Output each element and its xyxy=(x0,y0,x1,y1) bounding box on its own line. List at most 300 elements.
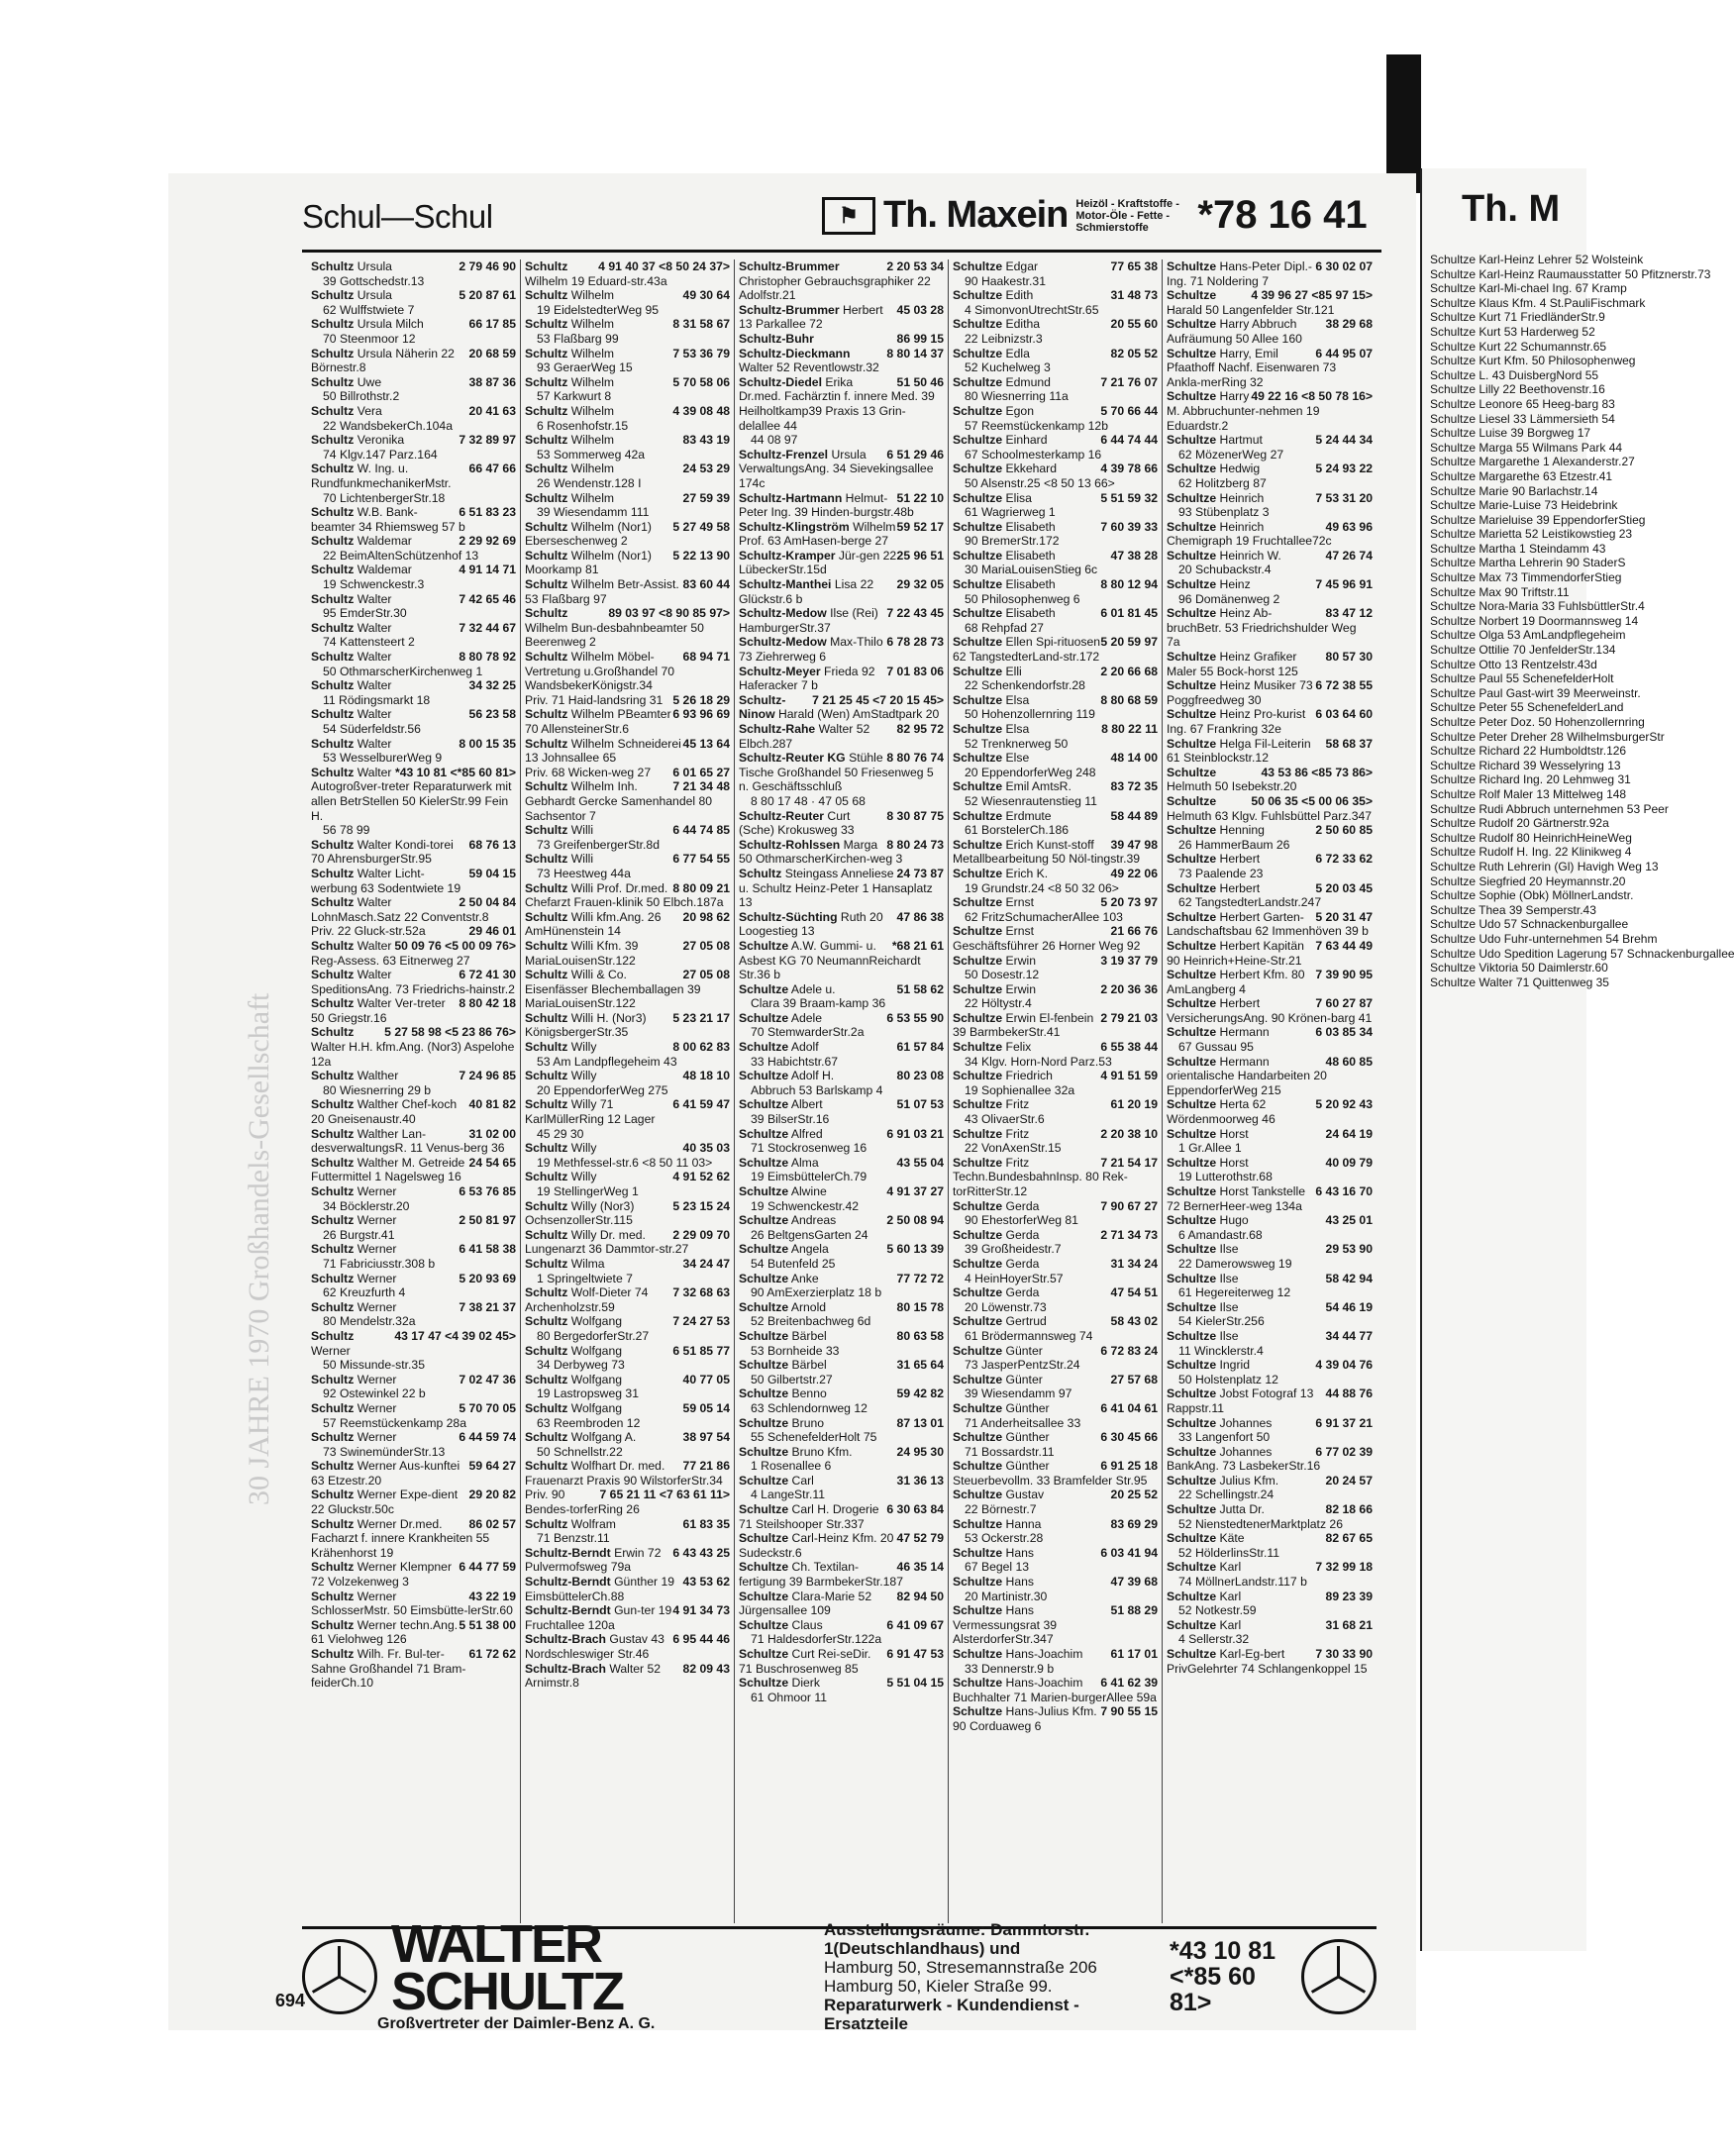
entry-text: Ursula Milch xyxy=(357,317,424,332)
entry-name: Schultze xyxy=(953,1704,1003,1719)
entry-phone: 47 38 28 xyxy=(1110,548,1158,563)
entry-address: 73 Heestweg 44a xyxy=(537,866,631,880)
entry-address: 55 SchenefelderHolt 75 xyxy=(751,1430,877,1445)
entry-text: Priv. 90 Bendes-torferRing 26 xyxy=(525,1488,640,1517)
entry-text: Karl xyxy=(1219,1560,1242,1575)
entry-name: Schultze xyxy=(1167,938,1217,953)
entry-phone: 47 26 74 xyxy=(1325,548,1373,563)
entry-address: 20 Löwenstr.73 xyxy=(965,1299,1047,1314)
entry-phone: 58 43 02 xyxy=(1110,1314,1158,1329)
entry-name: Schultze xyxy=(1167,1126,1217,1141)
entry-phone: 24 53 29 xyxy=(682,462,730,476)
entry-phone: 6 91 47 53 xyxy=(886,1647,944,1661)
entry-text: Ilse (Rei) HamburgerStr.37 xyxy=(739,606,878,635)
entry-phone: 5 70 58 06 xyxy=(672,374,730,389)
listing-entry xyxy=(525,852,730,867)
entry-name: Schultze xyxy=(953,374,1003,389)
listing-entry xyxy=(1167,650,1373,678)
ad-addresses xyxy=(824,1920,1164,2033)
entry-text: Wilhelm xyxy=(570,346,615,360)
walter-schultz-ad xyxy=(302,1913,1377,2033)
entry-name: Schultze xyxy=(739,1069,789,1083)
listing-entry xyxy=(525,317,730,332)
entry-name: Schultze xyxy=(1167,577,1217,592)
entry-name: Schultz-Medow xyxy=(739,635,827,650)
entry-text: Hans xyxy=(1005,1575,1034,1590)
entry-text: Johannes xyxy=(1219,1415,1273,1430)
entry-text: Günther xyxy=(1005,1430,1050,1445)
entry-phone: 83 47 12 xyxy=(1325,606,1373,621)
entry-name: Schultze xyxy=(739,1617,789,1632)
listing-entry xyxy=(311,1459,516,1488)
entry-text: Wilhelm Schneiderei 13 Johnsallee 65 xyxy=(525,736,681,766)
entry-text: Priv. 68 Wicken-weg 27 xyxy=(525,765,652,779)
entry-text: Wilhelm xyxy=(570,403,615,418)
maxein-tagline: Heizöl - Kraftstoffe - Motor-Öle - Fette - Schmierstoffe xyxy=(1075,197,1179,234)
entry-address: 53 Bornheide 33 xyxy=(751,1343,840,1358)
entry-phone: 29 46 01 xyxy=(468,924,516,939)
entry-text: Max-Thilo 73 Ziehrerweg 6 xyxy=(739,635,883,665)
listing-entry xyxy=(1167,1184,1373,1213)
entry-phone: 86 02 57 xyxy=(468,1516,516,1531)
entry-address: 70 StemwarderStr.2a xyxy=(751,1025,865,1040)
entry-phone: 7 21 54 17 xyxy=(1100,1155,1158,1170)
entry-phone: 20 68 59 xyxy=(468,346,516,360)
entry-text: Elisabeth xyxy=(1005,548,1056,563)
entry-name: Schultz-Diedel xyxy=(739,374,822,389)
ad-subtitle: Großvertreter der Daimler-Benz A. G. xyxy=(377,2014,656,2032)
entry-address: 39 BilserStr.16 xyxy=(751,1112,830,1127)
entry-text: Herta 62 Wördenmoorweg 46 xyxy=(1167,1097,1276,1127)
entry-phone: 8 80 68 59 xyxy=(1100,692,1158,707)
entry-text: Erdmute xyxy=(1005,808,1052,823)
entry-phone: 40 77 05 xyxy=(682,1372,730,1386)
entry-phone: 7 21 25 45 <7 20 15 45> xyxy=(812,692,944,707)
listing-entry xyxy=(739,549,944,577)
listing-entry xyxy=(525,1662,730,1691)
listing-entry xyxy=(525,1401,730,1416)
entry-name: Schultz-Dieckmann xyxy=(739,346,851,360)
entry-text: Waldemar xyxy=(357,534,412,549)
entry-text: Hans xyxy=(1005,1545,1034,1560)
entry-phone: 48 60 85 xyxy=(1325,1054,1373,1069)
entry-text: Heinz Grafiker Maler 55 Bock-horst 125 xyxy=(1167,650,1298,678)
listing-entry xyxy=(953,462,1158,476)
entry-name: Schultz xyxy=(311,866,355,880)
entry-phone: 89 03 97 <8 90 85 97> xyxy=(608,606,730,621)
entry-name: Schultz xyxy=(525,1430,568,1445)
entry-phone: 6 93 96 69 xyxy=(672,707,730,722)
listing-entry xyxy=(953,1257,1158,1272)
entry-phone: 4 91 51 59 xyxy=(1100,1069,1158,1083)
entry-address: 74 Klgv.147 Parz.164 xyxy=(323,447,438,462)
entry-name: Schultze xyxy=(1167,793,1217,808)
entry-address: 96 Domänenweg 2 xyxy=(1178,591,1280,606)
entry-phone: 4 39 78 66 xyxy=(1100,462,1158,476)
entry-phone: 4 91 52 62 xyxy=(672,1170,730,1184)
entry-address: 39 Großheidestr.7 xyxy=(965,1242,1062,1257)
entry-text: Willi xyxy=(570,852,594,867)
entry-address: 50 Philosophenweg 6 xyxy=(965,591,1080,606)
listing-entry xyxy=(953,375,1158,390)
listing-entry xyxy=(311,1618,516,1647)
entry-phone: 6 41 59 47 xyxy=(672,1097,730,1112)
entry-address: 6 Amandastr.68 xyxy=(1178,1227,1263,1242)
entry-name: Schultze xyxy=(739,1010,789,1025)
entry-text: Walter LohnMasch.Satz 22 Conventstr.8 xyxy=(311,895,489,924)
listing-entry xyxy=(525,347,730,361)
listing-entry xyxy=(953,1704,1158,1733)
entry-address: 19 StellingerWeg 1 xyxy=(537,1184,639,1198)
entry-phone: 66 17 85 xyxy=(468,317,516,332)
entry-text: Walter SpeditionsAng. 73 Friedrichs-hainstr.2 xyxy=(311,968,515,996)
entry-phone: 6 91 25 18 xyxy=(1100,1459,1158,1474)
listing-entry xyxy=(1167,1502,1373,1517)
listing-entry xyxy=(739,1300,944,1315)
entry-name: Schultz xyxy=(525,317,568,332)
entry-name: Schultze xyxy=(953,548,1003,563)
adjacent-entry: Schultze Udo Fuhr-unternehmen 54 Brehm xyxy=(1430,931,1658,946)
entry-phone: 51 50 46 xyxy=(896,374,944,389)
entry-text: Hans Vermessungsrat 39 AlsterdorferStr.347 xyxy=(953,1603,1058,1647)
entry-text: Emil AmtsR. xyxy=(1005,779,1072,794)
listing-entry xyxy=(739,1272,944,1286)
listing-entry xyxy=(953,1488,1158,1502)
entry-phone: 6 72 83 24 xyxy=(1100,1343,1158,1358)
listing-entry xyxy=(953,577,1158,592)
entry-name: Schultz xyxy=(525,650,568,665)
entry-name: Schultze xyxy=(1167,433,1217,448)
entry-address: 52 NienstedtenerMarktplatz 26 xyxy=(1178,1516,1343,1531)
listing-entry xyxy=(525,1141,730,1156)
entry-phone: 7 63 44 49 xyxy=(1315,938,1373,953)
entry-phone: 38 29 68 xyxy=(1325,317,1373,332)
entry-text: Adele u. xyxy=(790,981,836,996)
entry-text: Else xyxy=(1005,751,1030,766)
listing-entry xyxy=(525,606,730,650)
entry-phone: 6 41 58 38 xyxy=(459,1242,516,1257)
entry-address: 62 Kreuzfurth 4 xyxy=(323,1285,406,1300)
entry-text: Erwin xyxy=(1005,981,1036,996)
entry-text: Wilhelm Möbel-Vertretung u.Großhandel 70 WandsbekerKönigstr.34 xyxy=(525,650,675,693)
entry-phone: 80 23 08 xyxy=(896,1069,944,1083)
entry-text: Walter H.H. kfm.Ang. (Nor3) Aspelohe 12a xyxy=(311,1040,515,1069)
entry-name: Schultz-Kramper xyxy=(739,548,836,563)
listing-entry xyxy=(311,1025,516,1069)
entry-phone: 80 15 78 xyxy=(896,1299,944,1314)
listing-entry xyxy=(953,1285,1158,1300)
entry-address: 26 Wendenstr.128 I xyxy=(537,475,642,490)
entry-name: Schultz xyxy=(525,1227,568,1242)
listing-entry xyxy=(311,707,516,722)
adjacent-entry: Schultze Leonore 65 Heeg-barg 83 xyxy=(1430,396,1615,411)
entry-text: Priv. 71 Haid-landsring 31 xyxy=(525,692,663,707)
entry-phone: 24 95 30 xyxy=(896,1444,944,1459)
entry-text: Wilhelm xyxy=(570,288,615,303)
entry-phone: 2 79 46 90 xyxy=(459,259,516,273)
entry-phone: 2 79 21 03 xyxy=(1100,1010,1158,1025)
entry-text: Günther 19 EimsbüttelerCh.88 xyxy=(525,1575,675,1603)
entry-address: 73 GreifenbergerStr.8d xyxy=(537,837,660,852)
adjacent-entry: Schultze Richard 22 Humboldtstr.126 xyxy=(1430,744,1627,759)
listing-entry xyxy=(1167,433,1373,448)
entry-name: Schultze xyxy=(953,1227,1003,1242)
entry-name: Schultz xyxy=(525,490,568,505)
entry-text: Andreas xyxy=(790,1213,837,1228)
entry-phone: 5 24 93 22 xyxy=(1315,462,1373,476)
entry-phone: 43 22 19 xyxy=(468,1589,516,1603)
listing-entry xyxy=(525,1285,730,1314)
entry-address: 22 WandsbekerCh.104a xyxy=(323,418,453,433)
entry-text: Harry Abbruch Aufräumung 50 Allee 160 xyxy=(1167,317,1302,346)
listing-entry xyxy=(739,1560,944,1589)
entry-name: Schultz xyxy=(525,852,568,867)
entry-address: 62 Holitzberg 87 xyxy=(1178,475,1267,490)
listing-entry xyxy=(739,520,944,549)
maxein-brand: Th. Maxein xyxy=(883,194,1069,236)
entry-address: 1 Gr.Allee 1 xyxy=(1178,1141,1242,1156)
entry-phone: 51 07 53 xyxy=(896,1097,944,1112)
entry-name: Schultze xyxy=(739,1647,789,1661)
entry-text: Curt Rei-seDir. 71 Buschrosenweg 85 xyxy=(739,1647,871,1676)
entry-name: Schultz xyxy=(311,1560,355,1575)
listing-entry xyxy=(525,779,730,823)
entry-address: 71 Stockrosenweg 16 xyxy=(751,1141,868,1156)
entry-text: Ekkehard xyxy=(1005,462,1058,476)
adjacent-entry: Schultze L. 43 DuisbergNord 55 xyxy=(1430,367,1599,382)
entry-text: Herbert Kfm. 80 AmLangberg 4 xyxy=(1167,968,1305,996)
entry-text: Willi xyxy=(570,823,594,838)
listing-entry xyxy=(739,1127,944,1142)
listing-entry xyxy=(311,924,516,939)
entry-phone: 4 39 04 76 xyxy=(1315,1358,1373,1373)
listing-entry xyxy=(525,737,730,766)
entry-name: Schultze xyxy=(953,1155,1003,1170)
entry-phone: 2 50 04 84 xyxy=(459,895,516,910)
entry-phone: 29 32 05 xyxy=(896,577,944,592)
entry-text: Wilhelm xyxy=(570,317,615,332)
entry-text: Willi kfm.Ang. 26 AmHünenstein 14 xyxy=(525,909,662,939)
listing-entry xyxy=(1167,288,1373,317)
entry-name: Schultz xyxy=(525,1256,568,1271)
entry-address: 39 Gottschedstr.13 xyxy=(323,273,425,288)
entry-address: 4 Sellerstr.32 xyxy=(1178,1632,1250,1647)
entry-address: 80 Wiesnerring 11a xyxy=(965,389,1069,404)
entry-text: Gerda xyxy=(1005,1256,1040,1271)
entry-name: Schultze xyxy=(739,1242,789,1257)
entry-text: Heinrich Chemigraph 19 Fruchtallee72c xyxy=(1167,519,1332,549)
entry-text: Christopher Gebrauchsgraphiker 22 Adolfstr.21 xyxy=(739,273,931,303)
entry-name: Schultze xyxy=(953,1040,1003,1055)
listing-column-2 xyxy=(521,259,735,1923)
entry-phone: 48 14 00 xyxy=(1110,751,1158,766)
listing-entry xyxy=(953,1011,1158,1040)
entry-phone: 8 30 87 75 xyxy=(886,808,944,823)
listing-entry xyxy=(311,650,516,665)
entry-name: Schultze xyxy=(1167,1617,1217,1632)
entry-text: Herbert xyxy=(1219,852,1261,867)
entry-phone: 82 05 52 xyxy=(1110,346,1158,360)
listing-entry xyxy=(311,1069,516,1083)
listing-entry xyxy=(953,317,1158,332)
entry-name: Schultz xyxy=(311,534,355,549)
listing-entry xyxy=(953,491,1158,506)
entry-text: Angela xyxy=(790,1242,829,1257)
entry-text: Helga Fil-Leiterin 61 Steinblockstr.12 xyxy=(1167,736,1311,766)
entry-name: Schultze xyxy=(1167,707,1217,722)
listing-entry xyxy=(739,577,944,606)
entry-text: Erich K. xyxy=(1005,866,1049,880)
entry-phone: 6 01 65 27 xyxy=(672,765,730,779)
entry-phone: 29 53 90 xyxy=(1325,1242,1373,1257)
entry-phone: 7 38 21 37 xyxy=(459,1299,516,1314)
adjacent-entry: Schultze Margarethe 1 Alexanderstr.27 xyxy=(1430,455,1635,469)
entry-text: Uwe xyxy=(357,374,382,389)
entry-phone: 7 60 27 87 xyxy=(1315,996,1373,1011)
ad-line-4: Reparaturwerk - Kundendienst - Ersatzteile xyxy=(823,1995,1079,2033)
entry-address: 34 Derbyweg 73 xyxy=(537,1358,625,1373)
entry-text: Einhard xyxy=(1005,433,1048,448)
entry-phone: 54 46 19 xyxy=(1325,1299,1373,1314)
listing-entry xyxy=(953,982,1158,997)
entry-text: Werner xyxy=(357,1184,397,1198)
entry-name: Schultze xyxy=(953,837,1003,852)
entry-address: 4 LangeStr.11 xyxy=(751,1488,825,1502)
entry-name: Schultze xyxy=(953,346,1003,360)
entry-phone: 6 30 63 84 xyxy=(886,1502,944,1517)
entry-address: 30 MariaLouisenStieg 6c xyxy=(965,563,1098,577)
entry-text: Erwin xyxy=(1005,953,1036,968)
entry-address: 26 BeltgensGarten 24 xyxy=(751,1227,868,1242)
entry-text: Fritz xyxy=(1005,1126,1030,1141)
entry-address: 80 BergedorferStr.27 xyxy=(537,1328,650,1343)
entry-address: 11 Wincklerstr.4 xyxy=(1178,1343,1264,1358)
entry-phone: 5 20 92 43 xyxy=(1315,1097,1373,1112)
adjacent-entry: Schultze Martha Lehrerin 90 StaderS xyxy=(1430,556,1626,570)
adjacent-entry: Schultze Viktoria 50 Daimlerstr.60 xyxy=(1430,961,1608,975)
entry-name: Schultze xyxy=(1167,1184,1217,1198)
listing-entry xyxy=(525,520,730,549)
entry-name: Schultz xyxy=(311,736,355,751)
entry-text: Werner Expe-dient 22 Gluckstr.50c xyxy=(311,1488,459,1517)
listing-entry xyxy=(953,259,1158,274)
entry-address: 22 Börnestr.7 xyxy=(965,1502,1037,1517)
entry-address: 71 Anderheitsallee 33 xyxy=(965,1415,1081,1430)
entry-text: Walter 52 Arnimstr.8 xyxy=(525,1661,662,1691)
entry-name: Schultz xyxy=(525,1097,568,1112)
entry-address: 4 HeinHoyerStr.57 xyxy=(965,1271,1064,1285)
listing-entry xyxy=(1167,1300,1373,1315)
entry-name: Schultze xyxy=(953,1676,1003,1691)
listing-entry xyxy=(953,1647,1158,1662)
listing-entry xyxy=(311,259,516,274)
adjacent-entry: Schultze Marietta 52 Leistikowstieg 23 xyxy=(1430,527,1633,542)
entry-text: Steingass Anneliese u. Schultz Heinz-Peter 1 Hansaplatz 13 xyxy=(739,866,933,910)
entry-text: Edla xyxy=(1005,346,1030,360)
adjacent-entry: Schultze Martha 1 Steindamm 43 xyxy=(1430,541,1606,556)
entry-text: Wolfgang xyxy=(570,1372,623,1386)
entry-text: Werner xyxy=(357,1430,397,1445)
adjacent-entry: Schultze Marie 90 Barlachstr.14 xyxy=(1430,483,1598,498)
entry-text: Günter xyxy=(1005,1343,1043,1358)
listing-entry xyxy=(1167,389,1373,433)
ad-name-block xyxy=(377,1913,800,2033)
entry-phone: 5 20 59 97 xyxy=(1100,635,1158,650)
entry-address: 53 Flaßbarg 99 xyxy=(537,331,619,346)
entry-phone: 49 22 16 <8 50 78 16> xyxy=(1251,389,1373,404)
entry-name: Schultz-Süchting xyxy=(739,909,838,924)
listing-entry xyxy=(525,1097,730,1126)
entry-text: Werner xyxy=(357,1271,397,1285)
entry-name: Schultze xyxy=(1167,1155,1217,1170)
entry-address: 63 Reembroden 12 xyxy=(537,1415,641,1430)
entry-text: Stühle Tische Großhandel 50 Friesenweg 5 n. Geschäftsschluß xyxy=(739,751,934,794)
entry-phone: 6 55 38 44 xyxy=(1100,1040,1158,1055)
entry-text: Horst xyxy=(1219,1126,1249,1141)
entry-name: Schultze xyxy=(1167,490,1217,505)
entry-address: 62 FritzSchumacherAllee 103 xyxy=(965,909,1123,924)
entry-phone: 61 72 62 xyxy=(468,1647,516,1661)
entry-name: Schultze xyxy=(1167,1328,1217,1343)
entry-name: Schultz xyxy=(525,519,568,534)
entry-name: Schultz xyxy=(525,707,568,722)
entry-address: 63 Schlendornweg 12 xyxy=(751,1400,868,1415)
entry-phone: 6 30 02 07 xyxy=(1315,259,1373,273)
entry-text: Walter Licht-werbung 63 Sodentwiete 19 xyxy=(311,866,461,895)
listing-entry xyxy=(953,722,1158,737)
entry-text: Walter xyxy=(357,591,392,606)
listing-entry xyxy=(953,1373,1158,1387)
entry-name: Schultze xyxy=(1167,1054,1217,1069)
entry-text: Friedrich xyxy=(1005,1069,1053,1083)
listing-entry xyxy=(311,1272,516,1286)
entry-phone: 59 64 27 xyxy=(468,1459,516,1474)
header-rule xyxy=(302,250,1381,253)
entry-phone: 47 39 68 xyxy=(1110,1575,1158,1590)
listing-entry xyxy=(953,1344,1158,1359)
entry-phone: 8 80 24 73 xyxy=(886,837,944,852)
entry-phone: 6 44 77 59 xyxy=(459,1560,516,1575)
entry-name: Schultze xyxy=(953,1010,1003,1025)
entry-phone: 43 25 01 xyxy=(1325,1213,1373,1228)
entry-text: Werner xyxy=(357,1242,397,1257)
entry-name: Schultz xyxy=(311,317,355,332)
entry-name: Schultz xyxy=(525,1040,568,1055)
entry-name: Schultz xyxy=(311,1069,355,1083)
entry-text: Karl-Eg-bert PrivGelehrter 74 Schlangenkoppel 15 xyxy=(1167,1647,1368,1676)
listing-entry xyxy=(525,433,730,448)
entry-phone: 6 44 74 85 xyxy=(672,823,730,838)
entry-phone: 4 91 37 27 xyxy=(886,1184,944,1198)
entry-text: Erwin El-fenbein 39 BarmbekerStr.41 xyxy=(953,1010,1094,1040)
adjacent-entry: Schultze Rudolf 20 Gärtnerstr.92a xyxy=(1430,816,1609,831)
entry-text: Felix xyxy=(1005,1040,1032,1055)
adjacent-page-brand: Th. M xyxy=(1462,188,1561,230)
adjacent-entry: Schultze Rudolf H. Ing. 22 Klinikweg 4 xyxy=(1430,845,1632,860)
entry-phone: 47 52 79 xyxy=(896,1531,944,1546)
entry-name: Schultz xyxy=(525,1516,568,1531)
entry-name: Schultz-Brummer xyxy=(739,259,840,273)
adjacent-entry: Schultze Luise 39 Borgweg 17 xyxy=(1430,426,1591,441)
listing-entry xyxy=(1167,823,1373,838)
listing-entry xyxy=(739,838,944,867)
entry-phone: 82 18 66 xyxy=(1325,1502,1373,1517)
entry-phone: 6 41 04 61 xyxy=(1100,1400,1158,1415)
entry-name: Schultz xyxy=(525,374,568,389)
entry-phone: 6 41 62 39 xyxy=(1100,1676,1158,1691)
entry-address: 22 Schenkendorfstr.28 xyxy=(965,678,1085,693)
entry-address: 52 Notkestr.59 xyxy=(1178,1603,1257,1618)
